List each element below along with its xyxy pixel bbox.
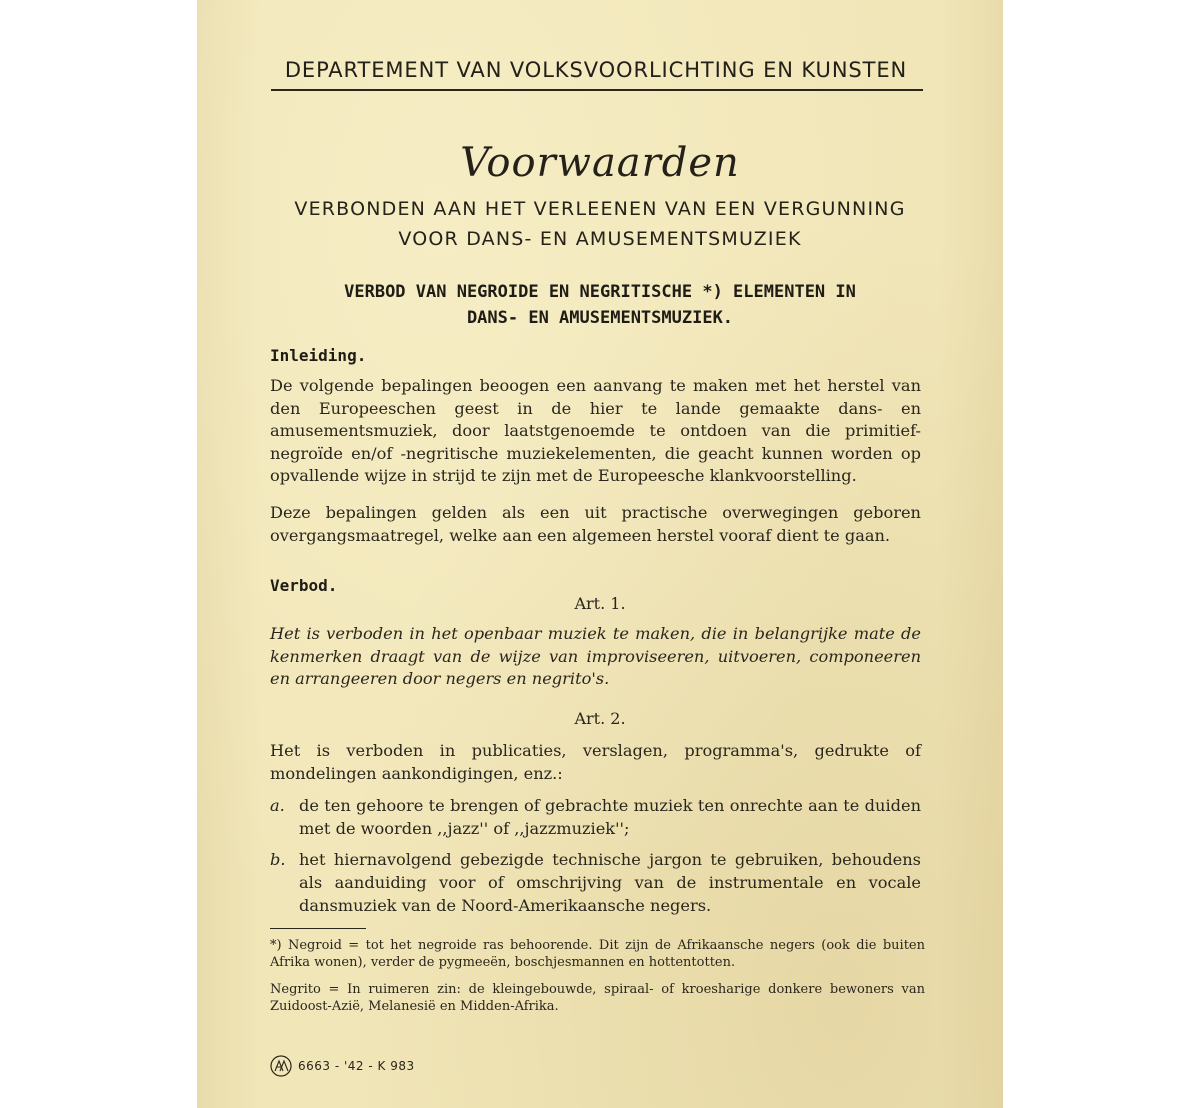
footnote-rule — [270, 928, 366, 929]
article-1-text: Het is verboden in het openbaar muziek te maken, die in belangrijke mate de kenmerken draagt van de wijze van improviseeren, uitvoeren, componeeren en arrangeeren door negers en negrito's. — [270, 624, 921, 688]
document-page — [197, 0, 1003, 1108]
print-code: 6663 - '42 - K 983 — [298, 1059, 415, 1073]
document-title: Voorwaarden — [460, 140, 740, 186]
header-rule — [271, 89, 923, 91]
printer-logo-icon — [270, 1055, 292, 1077]
intro-label: Inleiding. — [270, 346, 367, 365]
subtitle-line-2: VOOR DANS- EN AMUSEMENTSMUZIEK — [398, 228, 802, 250]
footnote-negroid: *) Negroid = tot het negroide ras behoorende. Dit zijn de Afrikaansche negers (ook die buiten Afrika wonen), verder de pygmeeën, boschjesmannen en hottentotten. — [270, 938, 925, 970]
intro-paragraph-1: De volgende bepalingen beoogen een aanvang te maken met het herstel van den Europeeschen geest in de hier te lande gemaakte dans- en amusementsmuziek, door laatstgenoemde te ontdoen van die primitief-negroïde en/of -negritische muziekelementen, die geacht kunnen worden op opvallende wijze in strijd te zijn met de Europeesche klankvoorstelling. — [270, 376, 921, 485]
article-2-text: Het is verboden in publicaties, verslagen, programma's, gedrukte of mondelingen aankondigingen, enz.: — [270, 741, 921, 783]
item-text: de ten gehoore te brengen of gebrachte muziek ten onrechte aan te duiden met de woorden ,,jazz'' of ,,jazzmuziek''; — [299, 796, 921, 838]
section-heading-line-2: DANS- EN AMUSEMENTSMUZIEK. — [466, 308, 734, 328]
department-header: DEPARTEMENT VAN VOLKSVOORLICHTING EN KUNSTEN — [284, 58, 908, 82]
verbod-label: Verbod. — [270, 576, 338, 595]
article-2-item-b — [270, 848, 921, 917]
article-1-title: Art. 1. — [574, 594, 626, 613]
article-2-title: Art. 2. — [574, 709, 626, 728]
item-letter: a. — [270, 796, 285, 815]
item-letter: b. — [270, 850, 286, 869]
article-2-item-a — [270, 794, 921, 840]
printer-mark — [270, 1055, 415, 1077]
footnote-negrito: Negrito = In ruimeren zin: de kleingebouwde, spiraal- of kroesharige donkere bewoners van Zuidoost-Azië, Melanesië en Midden-Afrika. — [270, 982, 925, 1014]
subtitle-line-1: VERBONDEN AAN HET VERLEENEN VAN EEN VERGUNNING — [294, 198, 906, 220]
item-text: het hiernavolgend gebezigde technische jargon te gebruiken, behoudens als aanduiding voor of omschrijving van de instrumentale en vocale dansmuziek van de Noord-Amerikaansche negers. — [299, 850, 921, 915]
intro-paragraph-2: Deze bepalingen gelden als een uit practische overwegingen geboren overgangsmaatregel, welke aan een algemeen herstel vooraf dient te gaan. — [270, 503, 921, 545]
section-heading-line-1: VERBOD VAN NEGROIDE EN NEGRITISCHE *) ELEMENTEN IN — [344, 282, 856, 302]
